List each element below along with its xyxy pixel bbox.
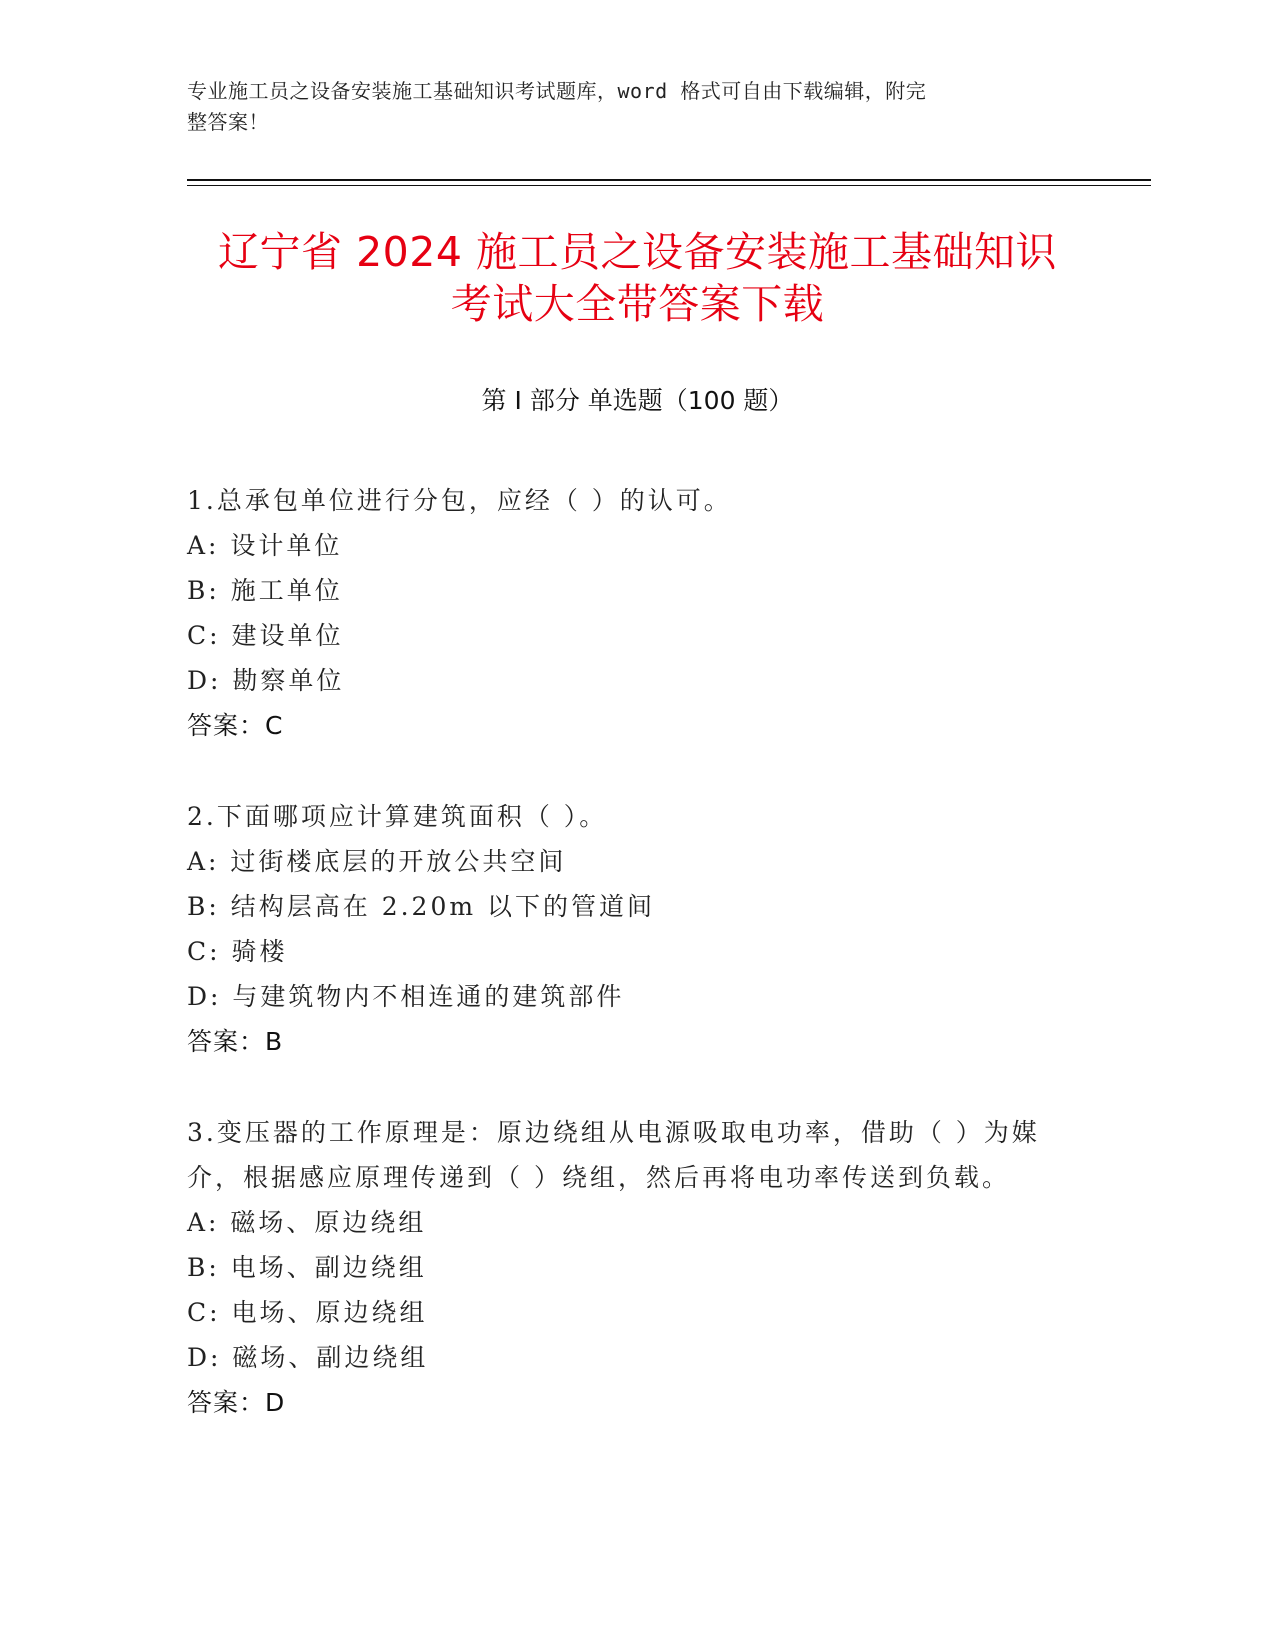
option-d: D: 与建筑物内不相连通的建筑部件 (187, 982, 625, 1011)
section-title: 第 I 部分 单选题（100 题） (481, 386, 794, 415)
option-c: C: 建设单位 (187, 621, 344, 650)
header-note-line: 专业施工员之设备安装施工基础知识考试题库，word 格式可自由下载编辑，附完 (187, 79, 927, 103)
question-stem: 2.下面哪项应计算建筑面积（ ）。 (187, 802, 608, 831)
option-d: D: 勘察单位 (187, 666, 345, 695)
header-divider (187, 179, 1151, 181)
document-title-line: 考试大全带答案下载 (450, 280, 825, 328)
question-item (187, 478, 1087, 748)
option-b: B: 结构层高在 2.20m 以下的管道间 (187, 892, 656, 921)
option-c: C: 骑楼 (187, 937, 288, 966)
header-note-line: 整答案！ (187, 110, 269, 134)
question-item (187, 794, 1087, 1064)
question-item (187, 1110, 1087, 1425)
question-list (187, 478, 1087, 1471)
option-a: A: 过街楼底层的开放公共空间 (187, 847, 567, 876)
header-divider-thin (187, 185, 1151, 186)
answer-label: 答案：C (187, 711, 284, 740)
option-c: C: 电场、原边绕组 (187, 1298, 428, 1327)
question-stem: 1.总承包单位进行分包，应经（ ）的认可。 (187, 486, 732, 515)
answer-label: 答案：D (187, 1388, 286, 1417)
option-d: D: 磁场、副边绕组 (187, 1343, 429, 1372)
question-stem: 3.变压器的工作原理是：原边绕组从电源吸取电功率，借助（ ）为媒 (187, 1118, 1040, 1147)
question-stem-continued: 介，根据感应原理传递到（ ）绕组，然后再将电功率传送到负载。 (187, 1163, 1010, 1192)
header-note (187, 76, 1067, 138)
answer-label: 答案：B (187, 1027, 284, 1056)
document-title (140, 226, 1135, 330)
document-title-line: 辽宁省 2024 施工员之设备安装施工基础知识 (218, 228, 1057, 276)
option-a: A: 设计单位 (187, 531, 343, 560)
option-b: B: 电场、副边绕组 (187, 1253, 427, 1282)
option-b: B: 施工单位 (187, 576, 343, 605)
option-a: A: 磁场、原边绕组 (187, 1208, 427, 1237)
